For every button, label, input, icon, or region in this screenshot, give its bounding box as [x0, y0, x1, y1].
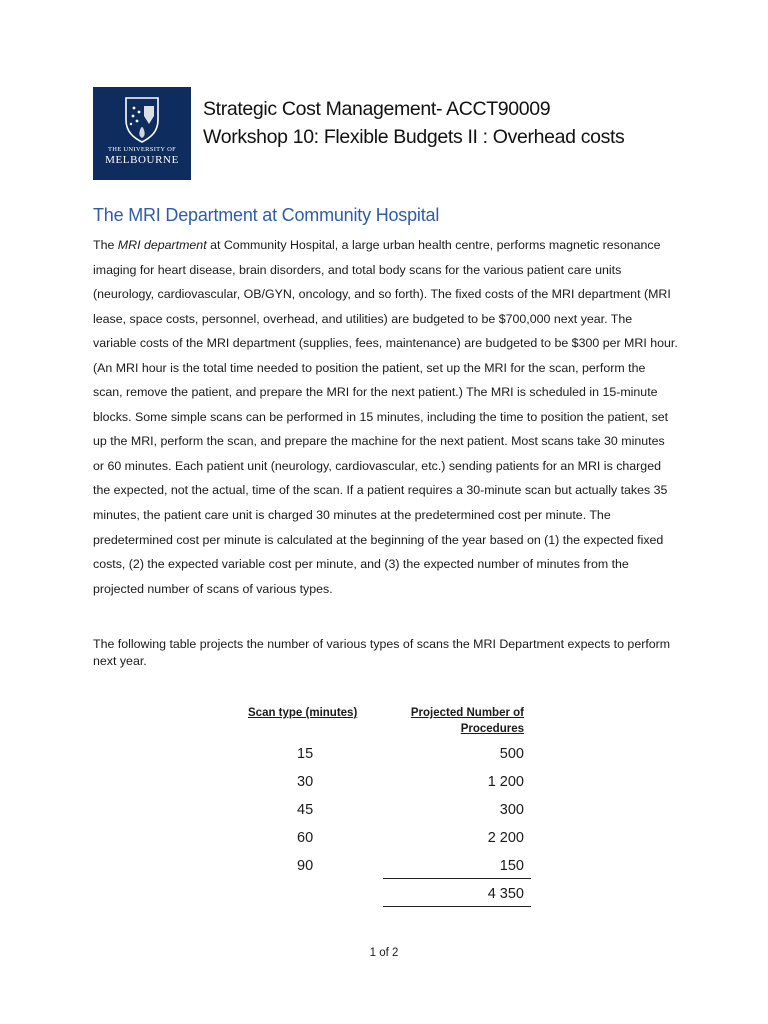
intro-paragraph: [93, 233, 678, 601]
column-header-procedures: [385, 705, 524, 737]
logo-line-2: MELBOURNE: [105, 153, 179, 166]
procedures-cell: 300: [499, 802, 524, 818]
logo-line-1: THE UNIVERSITY OF: [107, 146, 177, 153]
procedures-cell: 500: [499, 746, 524, 762]
table-row: [0, 858, 768, 886]
scan-type-cell: 30: [297, 774, 314, 790]
intro-italic: MRI department: [117, 238, 207, 252]
table-row: [0, 774, 768, 802]
column-header-procedures-line1: Projected Number of: [410, 707, 524, 719]
table-intro-paragraph: The following table projects the number of various types of scans the MRI Department expects to perform next year.: [93, 637, 671, 668]
page-number: 1 of 2: [369, 947, 399, 959]
procedures-cell: 2 200: [487, 830, 524, 846]
section-heading: The MRI Department at Community Hospital: [93, 205, 440, 225]
total-rule: [383, 906, 531, 907]
table-row: [0, 746, 768, 774]
scan-type-cell: 60: [297, 830, 314, 846]
course-title: Strategic Cost Management- ACCT90009: [203, 98, 551, 120]
column-header-procedures-line2: Procedures: [460, 723, 524, 735]
procedures-cell: 1 200: [487, 774, 524, 790]
total-row: [0, 886, 768, 914]
total-cell: 4 350: [487, 886, 524, 902]
university-crest-icon: [120, 94, 164, 144]
university-logo: [93, 87, 191, 180]
workshop-title: Workshop 10: Flexible Budgets II : Overhead costs: [203, 126, 625, 148]
subtotal-rule: [383, 878, 531, 879]
scan-type-cell: 90: [297, 858, 314, 874]
table-row: [0, 802, 768, 830]
column-header-scan-type: Scan type (minutes): [248, 707, 358, 719]
procedures-cell: 150: [499, 858, 524, 874]
table-row: [0, 830, 768, 858]
scan-type-cell: 45: [297, 802, 314, 818]
scan-type-cell: 15: [297, 746, 314, 762]
intro-lead: The: [93, 238, 118, 252]
intro-rest: at Community Hospital, a large urban health centre, performs magnetic resonance imaging for heart disease, brain disorders, and total body scans for the various patient care units (neurology, cardiovascular, OB/GYN, oncology, and so forth). The fixed costs of the MRI department (MRI lease, space costs, personnel, overhead, and utilities) are budgeted to be $700,000 next year. The variable costs of the MRI department (supplies, fees, maintenance) are budgeted to be $300 per MRI hour. (An MRI hour is the total time needed to position the patient, set up the MRI for the scan, perform the scan, remove the patient, and prepare the MRI for the next patient.) The MRI is scheduled in 15-minute blocks. Some simple scans can be performed in 15 minutes, including the time to position the patient, set up the MRI, perform the scan, and prepare the machine for the next patient. Most scans take 30 minutes or 60 minutes. Each patient unit (neurology, cardiovascular, etc.) sending patients for an MRI is charged the expected, not the actual, time of the scan. If a patient requires a 30-minute scan but actually takes 35 minutes, the patient care unit is charged 30 minutes at the predetermined cost per minute. The predetermined cost per minute is calculated at the beginning of the year based on (1) the expected fixed costs, (2) the expected variable cost per minute, and (3) the expected number of minutes from the projected number of scans of various types.: [93, 238, 678, 596]
document-header: [203, 95, 624, 151]
